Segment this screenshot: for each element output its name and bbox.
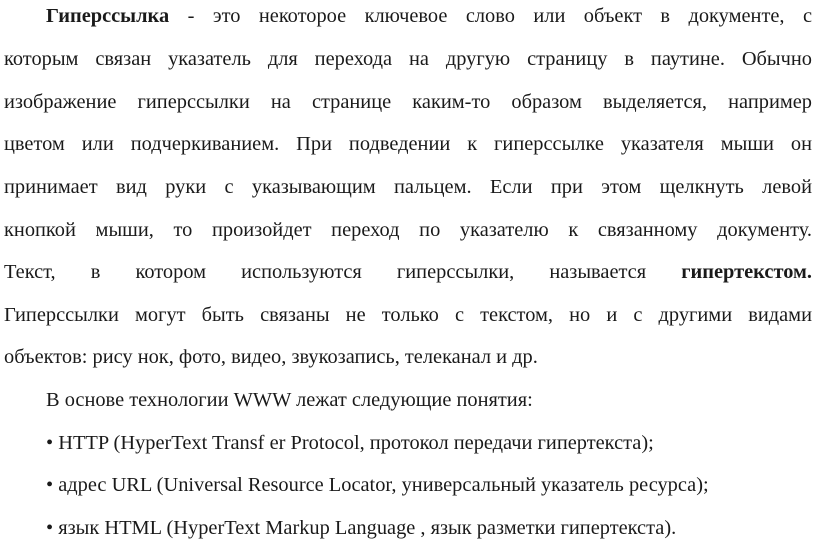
text-line-6: кнопкой мыши, то произойдет переход по указателю к связанному документу. [4, 219, 812, 241]
bullet-url: • адрес URL (Universal Resource Locator, универсальный указатель ресурса); [46, 474, 709, 496]
text-line-1-rest: - это некоторое ключевое слово или объект в документе, с [169, 5, 812, 27]
term-hyperlink: Гиперссылка [46, 5, 170, 27]
bullet-http: • HTTP (HyperText Transf er Protocol, протокол передачи гипертекста); [46, 432, 654, 454]
text-line-3: изображение гиперссылки на странице каким-то образом выделяется, например [4, 91, 812, 113]
text-line-1 [46, 2, 812, 30]
text-line-7-start: Текст, в котором используются гиперссылки, называется [4, 261, 682, 283]
bullet-html: • язык HTML (HyperText Markup Language , язык разметки гипертекста). [46, 517, 677, 539]
text-line-8: Гиперссылки могут быть связаны не только с текстом, но и с другими видами [4, 304, 812, 326]
term-hypertext: гипертекстом. [681, 261, 812, 283]
text-line-2: которым связан указатель для перехода на другую страницу в паутине. Обычно [4, 48, 812, 70]
text-line-9: объектов: рису нок, фото, видео, звукозапись, телеканал и др. [4, 346, 538, 368]
text-line-7 [4, 258, 812, 286]
text-line-5: принимает вид руки с указывающим пальцем. Если при этом щелкнуть левой [4, 176, 812, 198]
www-intro-line: В основе технологии WWW лежат следующие понятия: [46, 389, 533, 411]
text-line-4: цветом или подчеркиванием. При подведении к гиперссылке указателя мыши он [4, 133, 812, 155]
